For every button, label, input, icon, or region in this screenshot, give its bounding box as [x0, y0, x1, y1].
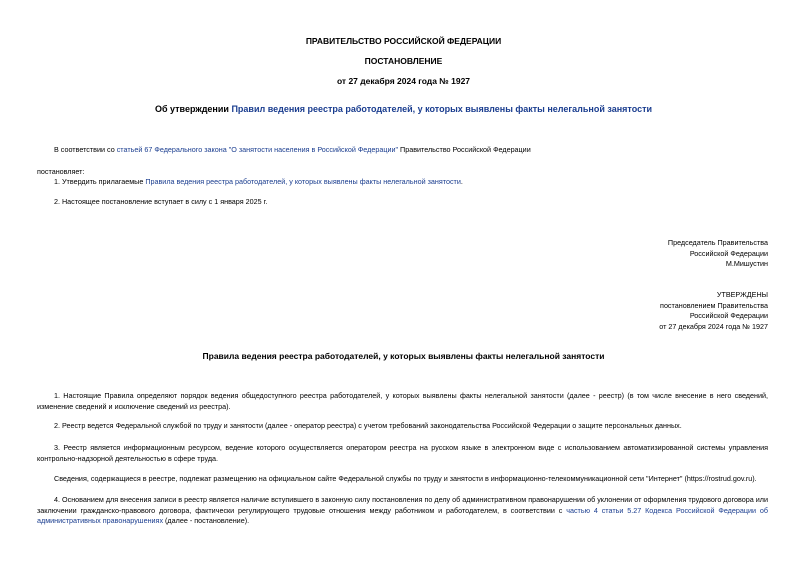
preamble-text-end: Правительство Российской Федерации [398, 145, 531, 154]
approval-country: Российской Федерации [689, 311, 768, 320]
signature-block [668, 238, 768, 270]
rules-paragraph-4 [37, 495, 768, 527]
signature-country: Российской Федерации [689, 248, 768, 258]
preamble [37, 145, 768, 156]
koap-article-5-27-link[interactable]: частью 4 статьи 5.27 Кодекса Российской Федерации об административных правонарушениях [37, 505, 768, 525]
approval-stamp: УТВЕРЖДЕНЫ [716, 290, 768, 299]
document-title [0, 104, 807, 114]
decides-text: постановляет: [37, 167, 85, 176]
item-1 [37, 177, 768, 188]
title-rules-link[interactable]: Правил ведения реестра работодателей, у которых выявлены факты нелегальной занятости [231, 104, 653, 114]
signature-name: М.Мишустин [725, 259, 768, 268]
document-date-number: от 27 декабря 2024 года № 1927 [336, 76, 471, 86]
approval-by: постановлением Правительства [660, 300, 768, 310]
preamble-text-start: В соответствии со [54, 145, 117, 154]
signature-position: Председатель Правительства [667, 238, 768, 247]
rules-title: Правила ведения реестра работодателей, у которых выявлены факты нелегальной занятости [202, 351, 605, 361]
rules-paragraph-1: 1. Настоящие Правила определяют порядок ведения общедоступного реестра работодателей, у которых выявлены факты нелегальной занятости (далее - реестр) (в том числе внесение в него сведений, изменение сведений и исключение сведений из реестра). [37, 391, 768, 411]
rules-paragraph-4-end: (далее - постановление). [163, 516, 250, 525]
rules-paragraph-info: Сведения, содержащиеся в реестре, подлежат размещению на официальном сайте Федеральной службы по труду и занятости в информационно-телекоммуникационной сети "Интернет" (https://rostrud.gov.ru). [54, 474, 757, 483]
rules-paragraph-4-start: 4. Основанием для внесения записи в реестр является наличие вступившего в законную силу постановления по делу об административном правонарушении об уклонении от оформления трудового договора или заключении гражданско-правового договора, фактически регулирующего трудовые отношения между работником и работодателем, в соответствии с [37, 495, 768, 515]
item-1-text-start: 1. Утвердить прилагаемые [54, 177, 146, 186]
rules-link[interactable]: Правила ведения реестра работодателей, у которых выявлены факты нелегальной занятости [145, 177, 461, 186]
approval-block [659, 290, 768, 332]
item-1-text-end: . [460, 177, 463, 186]
rules-paragraph-2: 2. Реестр ведется Федеральной службой по труду и занятости (далее - оператор реестра) с учетом требований законодательства Российской Федерации о защите персональных данных. [54, 421, 682, 430]
document-type: ПОСТАНОВЛЕНИЕ [364, 56, 443, 66]
rules-paragraph-3: 3. Реестр является информационным ресурсом, ведение которого осуществляется оператором реестра на русском языке в электронном виде с использованием автоматизированной системы управления контрольно-надзорной деятельностью в сфере труда. [37, 443, 768, 463]
approval-date: от 27 декабря 2024 года № 1927 [659, 321, 768, 331]
government-heading: ПРАВИТЕЛЬСТВО РОССИЙСКОЙ ФЕДЕРАЦИИ [305, 36, 502, 46]
item-2: 2. Настоящее постановление вступает в силу с 1 января 2025 г. [54, 197, 268, 206]
title-prefix: Об утверждении [154, 104, 232, 114]
law-article-67-link[interactable]: статьей 67 Федерального закона "О занятости населения в Российской Федерации" [116, 145, 399, 154]
